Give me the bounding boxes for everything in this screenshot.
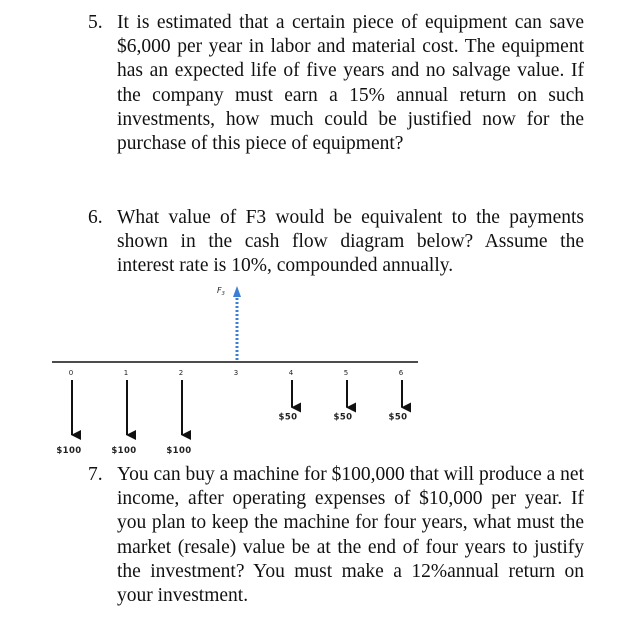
payment-amount-label: $100 [111, 446, 137, 456]
period-label: 5 [343, 369, 349, 377]
problem-text: What value of F3 would be equivalent to the payments shown in the cash flow diagram below? Assume the interest rate is 10%, compounded annually. [117, 207, 584, 277]
period-label: 6 [398, 369, 404, 377]
payment-amount-label: $100 [166, 446, 192, 456]
future-value-arrow [217, 286, 241, 360]
payment-amount-label: $50 [333, 412, 353, 423]
period-label: 0 [68, 369, 74, 377]
problem-number: 7. [88, 464, 103, 485]
period-label: 4 [288, 369, 294, 377]
future-value-subscript: 3 [221, 291, 225, 297]
payment-amount-label: $50 [388, 412, 408, 423]
period-label: 2 [178, 369, 184, 377]
future-value-arrowhead [233, 286, 241, 297]
problem-number: 5. [88, 12, 103, 33]
future-value-label: $F_3$ [217, 286, 225, 297]
problem-5 [88, 11, 584, 156]
problem-text: You can buy a machine for $100,000 that will produce a net income, after operating expenses of $10,000 per year. If you plan to keep the machine for four years, what must the market (resale) value be at the end of four years to justify the investment? You must make a 12%annual return on your investment. [117, 464, 584, 607]
problem-7 [88, 463, 584, 608]
payment-arrows [56, 380, 407, 456]
problem-number: 6. [88, 207, 103, 228]
period-ticks [69, 369, 404, 377]
problem-text: It is estimated that a certain piece of equipment can save $6,000 per year in labor and material cost. The equipment has an expected life of five years and no salvage value. If the company must earn a 15% annual return on such investments, how much could be justified now for the purchase of this piece of equipment? [117, 12, 584, 155]
payment-amount-label: $50 [278, 412, 298, 423]
cash-flow-diagram [0, 280, 633, 460]
payment-amount-label: $100 [56, 446, 82, 456]
period-label: 1 [123, 369, 129, 377]
period-label: 3 [233, 369, 239, 377]
problem-6 [88, 206, 584, 279]
